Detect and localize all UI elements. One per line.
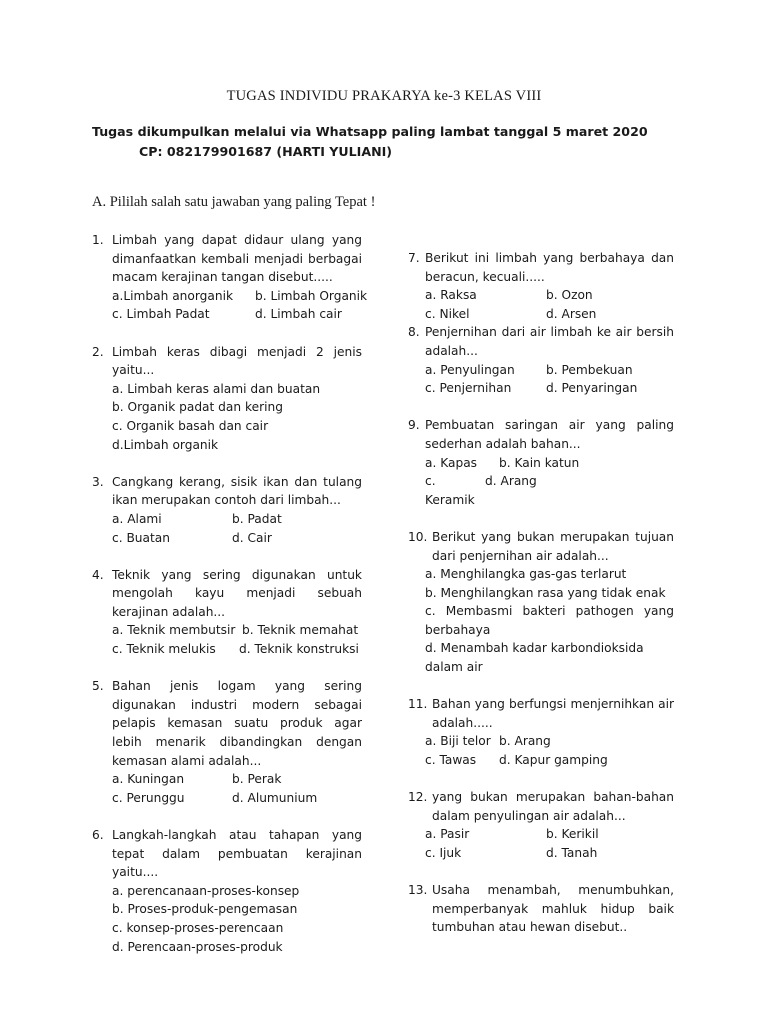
option-a: a. Menghilangka gas-gas terlarut xyxy=(425,567,627,582)
question-number: 7. xyxy=(408,251,420,265)
option-a: a. Raksa xyxy=(425,288,477,303)
question-2 xyxy=(92,343,362,455)
submission-note xyxy=(92,122,648,162)
option-c: c. Keramik xyxy=(425,474,475,507)
contact-person: CP: 082179901687 (HARTI YULIANI) xyxy=(139,144,393,159)
question-13 xyxy=(408,881,674,937)
option-a: a. Pasir xyxy=(425,827,470,842)
option-d: d. Menambah kadar karbondioksida dalam air xyxy=(425,641,644,675)
option-c: c. Tawas xyxy=(425,753,477,768)
option-d: d. Arsen xyxy=(546,306,597,321)
option-b: b. Proses-produk-pengemasan xyxy=(112,902,298,917)
option-c: c. Nikel xyxy=(425,306,470,321)
question-text: Berikut yang bukan merupakan tujuan dari penjernihan air adalah... xyxy=(432,529,674,563)
option-a: a. Kapas xyxy=(425,455,478,470)
question-number: 6. xyxy=(92,828,104,842)
question-11 xyxy=(408,695,674,769)
option-c: c. Buatan xyxy=(112,530,170,545)
question-1 xyxy=(92,231,368,324)
question-text: Limbah keras dibagi menjadi 2 jenis yaitu... xyxy=(112,344,362,378)
option-c: c. Ijuk xyxy=(425,846,462,860)
option-b: b. Limbah Organik xyxy=(255,288,368,303)
submission-instruction: Tugas dikumpulkan melalui via Whatsapp paling lambat tanggal 5 maret 2020 xyxy=(92,124,648,139)
question-text: Teknik yang sering digunakan untuk mengolah kayu menjadi sebuah kerajinan adalah... xyxy=(112,567,362,619)
option-d: d. Limbah cair xyxy=(255,307,342,322)
right-column xyxy=(408,249,674,937)
question-number: 2. xyxy=(92,344,104,359)
option-d: d. Kapur gamping xyxy=(499,753,608,768)
option-d: d. Perencaan-proses-produk xyxy=(112,939,283,954)
question-text: Bahan yang berfungsi menjernihkan air adalah..... xyxy=(432,697,674,730)
question-number: 3. xyxy=(92,474,104,489)
option-a: a. Limbah keras alami dan buatan xyxy=(112,381,321,396)
option-d: d. Cair xyxy=(232,530,272,545)
option-b: b. Padat xyxy=(232,511,282,526)
question-9 xyxy=(408,416,674,509)
question-5 xyxy=(92,677,362,807)
option-d: d.Limbah organik xyxy=(112,437,219,452)
section-heading: A. Pililah salah satu jawaban yang paling Tepat ! xyxy=(92,194,376,210)
option-a: a. Kuningan xyxy=(112,772,185,787)
question-number: 10. xyxy=(408,529,428,544)
question-10 xyxy=(408,528,674,677)
question-12 xyxy=(408,788,674,862)
option-b: b. Perak xyxy=(232,772,282,787)
question-text: Cangkang kerang, sisik ikan dan tulang ikan merupakan contoh dari limbah... xyxy=(112,474,362,508)
option-a: a.Limbah anorganik xyxy=(112,288,234,303)
option-b: b. Pembekuan xyxy=(546,362,633,377)
question-text: yang bukan merupakan bahan-bahan dalam penyulingan air adalah... xyxy=(432,790,674,823)
option-c: c. Membasmi bakteri pathogen yang berbahaya xyxy=(425,604,674,637)
question-text: Limbah yang dapat didaur ulang yang dimanfaatkan kembali menjadi berbagai macam kerajinan tangan disebut..... xyxy=(112,233,362,285)
question-3 xyxy=(92,473,362,547)
question-number: 4. xyxy=(92,567,104,582)
option-c: c. konsep-proses-perencaan xyxy=(112,920,284,935)
option-a: a. Penyulingan xyxy=(425,362,515,377)
option-a: a. Alami xyxy=(112,511,162,526)
option-b: b. Kain katun xyxy=(499,455,580,470)
question-6 xyxy=(92,826,362,956)
option-b: b. Teknik memahat xyxy=(242,623,359,638)
option-c: c. Teknik melukis xyxy=(112,642,216,657)
option-c: c. Penjernihan xyxy=(425,381,512,396)
option-b: b. Arang xyxy=(499,734,551,749)
page-title: TUGAS INDIVIDU PRAKARYA ke-3 KELAS VIII xyxy=(226,88,542,104)
question-number: 8. xyxy=(408,325,420,340)
option-b: b. Kerikil xyxy=(546,827,599,842)
option-b: b. Ozon xyxy=(546,288,593,303)
question-4 xyxy=(92,566,362,659)
question-text: Penjernihan dari air limbah ke air bersih adalah... xyxy=(425,325,674,358)
option-a: a. perencanaan-proses-konsep xyxy=(112,883,300,898)
question-text: Pembuatan saringan air yang paling sederhan adalah bahan... xyxy=(425,418,674,451)
question-number: 12. xyxy=(408,790,428,805)
left-column xyxy=(92,231,368,975)
question-number: 9. xyxy=(408,418,420,433)
option-d: d. Arang xyxy=(485,474,537,489)
option-d: d. Tanah xyxy=(546,846,598,860)
option-a: a. Biji telor xyxy=(425,734,491,749)
question-number: 1. xyxy=(92,233,104,247)
option-a: a. Teknik membutsir xyxy=(112,623,236,638)
option-c: c. Perunggu xyxy=(112,790,185,805)
option-d: d. Penyaringan xyxy=(546,381,638,396)
question-8 xyxy=(408,323,674,397)
question-text: Bahan jenis logam yang sering digunakan industri modern sebagai pelapis kemasan suatu produk agar lebih menarik dibandingkan dengan kemasan alami adalah... xyxy=(112,679,362,768)
question-number: 13. xyxy=(408,883,428,898)
option-c: c. Organik basah dan cair xyxy=(112,418,269,433)
question-text: Usaha menambah, menumbuhkan, memperbanyak mahluk hidup baik tumbuhan atau hewan disebut.. xyxy=(432,883,674,935)
question-7 xyxy=(408,249,674,323)
option-b: b. Menghilangkan rasa yang tidak enak xyxy=(425,585,666,600)
option-d: d. Teknik konstruksi xyxy=(239,642,359,657)
question-number: 11. xyxy=(408,697,428,712)
question-text: Langkah-langkah atau tahapan yang tepat dalam pembuatan kerajinan yaitu.... xyxy=(112,828,362,880)
option-c: c. Limbah Padat xyxy=(112,307,210,322)
question-text: Berikut ini limbah yang berbahaya dan beracun, kecuali..... xyxy=(425,251,674,284)
question-number: 5. xyxy=(92,679,104,694)
option-d: d. Alumunium xyxy=(232,790,318,805)
option-b: b. Organik padat dan kering xyxy=(112,400,283,415)
